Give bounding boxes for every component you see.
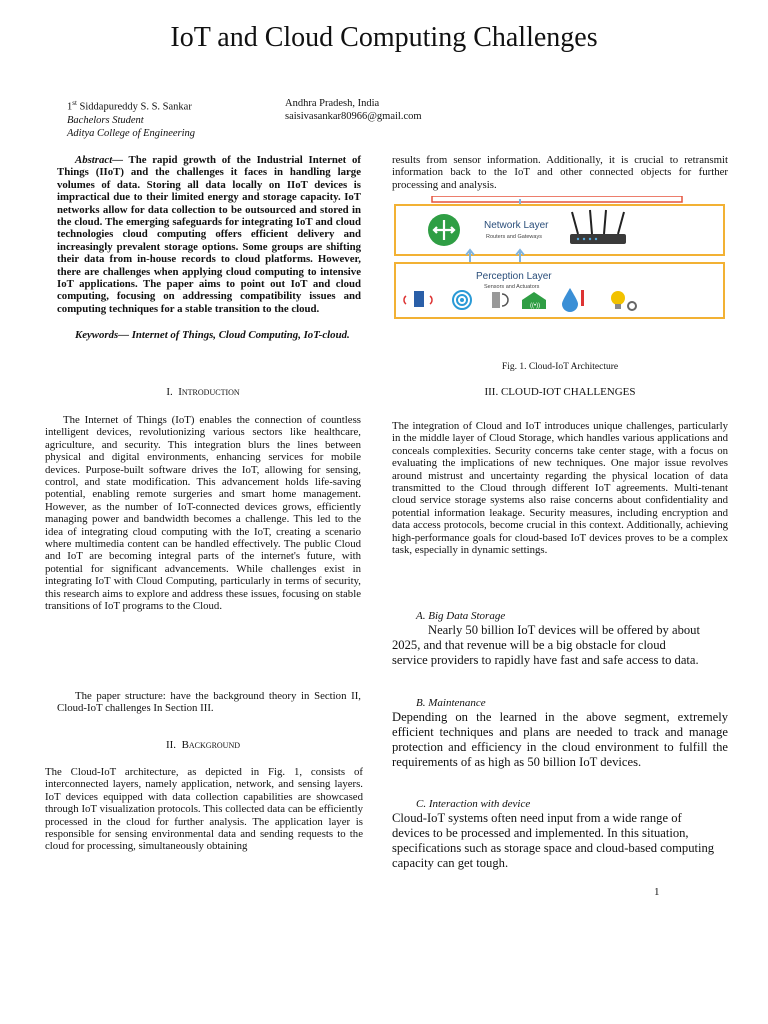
author-name: 1st Siddapureddy S. S. Sankar xyxy=(67,99,192,113)
perception-layer-sublabel: Sensors and Actuators xyxy=(484,284,540,290)
application-layer-edge xyxy=(432,196,682,202)
subsection-a-body xyxy=(392,623,702,668)
svg-text:((•)): ((•)) xyxy=(530,303,541,309)
section-heading-background: II. Background xyxy=(165,739,241,751)
subsection-a-heading: A. Big Data Storage xyxy=(416,610,506,622)
background-continued xyxy=(392,154,728,191)
subsection-c-body xyxy=(392,811,722,871)
left-column xyxy=(57,154,361,342)
author-block xyxy=(67,97,277,140)
challenges-body xyxy=(392,420,728,556)
introduction-body xyxy=(45,414,361,613)
section-heading-challenges: III. CLOUD-IOT CHALLENGES xyxy=(484,386,636,398)
figure-caption: Fig. 1. Cloud-IoT Architecture xyxy=(501,362,619,372)
network-layer-sublabel: Routers and Gateways xyxy=(486,234,542,240)
keywords: Keywords— Internet of Things, Cloud Computing, IoT-cloud. xyxy=(75,329,350,342)
intro-paragraph: The Internet of Things (IoT) enables the connection of countless intelligent devices, revolutionizing various sectors like healthcare, agriculture, and security. This integration blurs the lines between physical and digital environments, enhancing services for mobile devices. Purpose-built software drives the IoT, allowing for sensing, control, and state modification. This advancement holds life-saving potential, enabling remote surgeries and smart home management. However, as the number of IoT-connected devices grows, efficiently managing power and bandwidth becomes a challenge. This led to the idea of integrating cloud computing with the IoT, creating a scenario where multimedia content can be handled effectively. The public Cloud and IoT are becoming integral parts of the internet's future, with potential for significant advancements. While challenges exist in integrating IoT with Cloud Computing, particularly in terms of security, this research aims to explore and address these issues, focusing on stable transitions of IoT programs to the Cloud. xyxy=(45,414,361,613)
author-role: Bachelors Student xyxy=(67,114,144,126)
author-email: saisivasankar80966@gmail.com xyxy=(285,111,422,122)
background-body xyxy=(45,766,363,853)
paper-title: IoT and Cloud Computing Challenges xyxy=(170,22,598,53)
network-layer-label: Network Layer xyxy=(484,220,549,231)
perception-layer-box xyxy=(395,263,724,318)
background-paragraph-continued: results from sensor information. Additionally, it is crucial to retransmit information back to the IoT and other connected objects for further processing and analysis. xyxy=(392,154,728,191)
subsection-c-heading: C. Interaction with device xyxy=(416,798,531,810)
interaction-paragraph: Cloud-IoT systems often need input from a wide range of devices to be processed and implemented. In this situation, specifications such as storage space and cloud-based computing capacity can get tough. xyxy=(392,811,715,870)
subsection-b-body xyxy=(392,710,728,770)
big-data-paragraph: Nearly 50 billion IoT devices will be offered by about 2025, and that revenue will be a big obstacle for cloud service providers to rapidly have fast and safe access to data. xyxy=(392,623,700,667)
challenges-paragraph: The integration of Cloud and IoT introduces unique challenges, particularly in the middle layer of Cloud Storage, which handles various applications and conceals complexities. Security concerns take center stage, with a focus on evaluating the implications of new techniques. One major issue revolves around mistrust and uncertainty regarding the physical location of data transmitted to the Cloud through different IoT agreements. Multi-tenant cloud service storage systems also raise concerns about confidentiality and potential information leakage. Security measures, including encryption and data access protocols, become crucial in this context. Additionally, achieving high-performance goals for cloud-based IoT devices proves to be a complex task, especially in dynamic settings. xyxy=(392,420,728,557)
page-number: 1 xyxy=(654,886,660,898)
paper-structure xyxy=(57,690,361,715)
cloud-iot-architecture-figure xyxy=(392,196,728,322)
maintenance-paragraph: Depending on the learned in the above segment, extremely efficient techniques and plans are needed to track and manage protection and efficiency in the cloud environment to fulfill the requirements of as high as 50 billion IoT devices. xyxy=(392,710,728,769)
perception-layer-label: Perception Layer xyxy=(476,271,552,282)
author-affiliation: Aditya College of Engineering xyxy=(67,127,196,139)
abstract: Abstract— The rapid growth of the Industrial Internet of Things (IIoT) and the challenges it faces in handling large volumes of data. Storing all data locally on IIoT devices is impractical due to their limited energy and storage capacity. IoT networks allow for data collection to be outsourced and stored in the cloud. The emerging safeguards for integrating IoT and cloud technologies cloud computing offers efficient delivery and increasingly prevalent storage options. Some groups are shifting their data from in-house records to cloud platforms. However, there are challenges when applying cloud computing to intensive IoT applications. The paper aims to point out IoT and cloud computing, focusing on addressing compatibility issues and computing techniques for a stable transition to the cloud. xyxy=(57,154,361,315)
subsection-b-heading: B. Maintenance xyxy=(416,697,486,709)
architecture-diagram xyxy=(392,196,728,322)
background-paragraph: The Cloud-IoT architecture, as depicted in Fig. 1, consists of interconnected layers, namely application, network, and sensing layers. IoT devices equipped with data collection capabilities are showcased through IoT visualization protocols. This collected data can be efficiently processed in the cloud for further analysis. The application layer is responsible for sensing environmental data and sending requests to the cloud for processing, simultaneously obtaining xyxy=(45,766,363,853)
author-location: Andhra Pradesh, India xyxy=(285,98,380,109)
section-heading-introduction: I. Introduction xyxy=(166,386,240,398)
author-contact xyxy=(285,97,505,123)
structure-paragraph: The paper structure: have the background theory in Section II, Cloud-IoT challenges In Section III. xyxy=(57,690,361,715)
